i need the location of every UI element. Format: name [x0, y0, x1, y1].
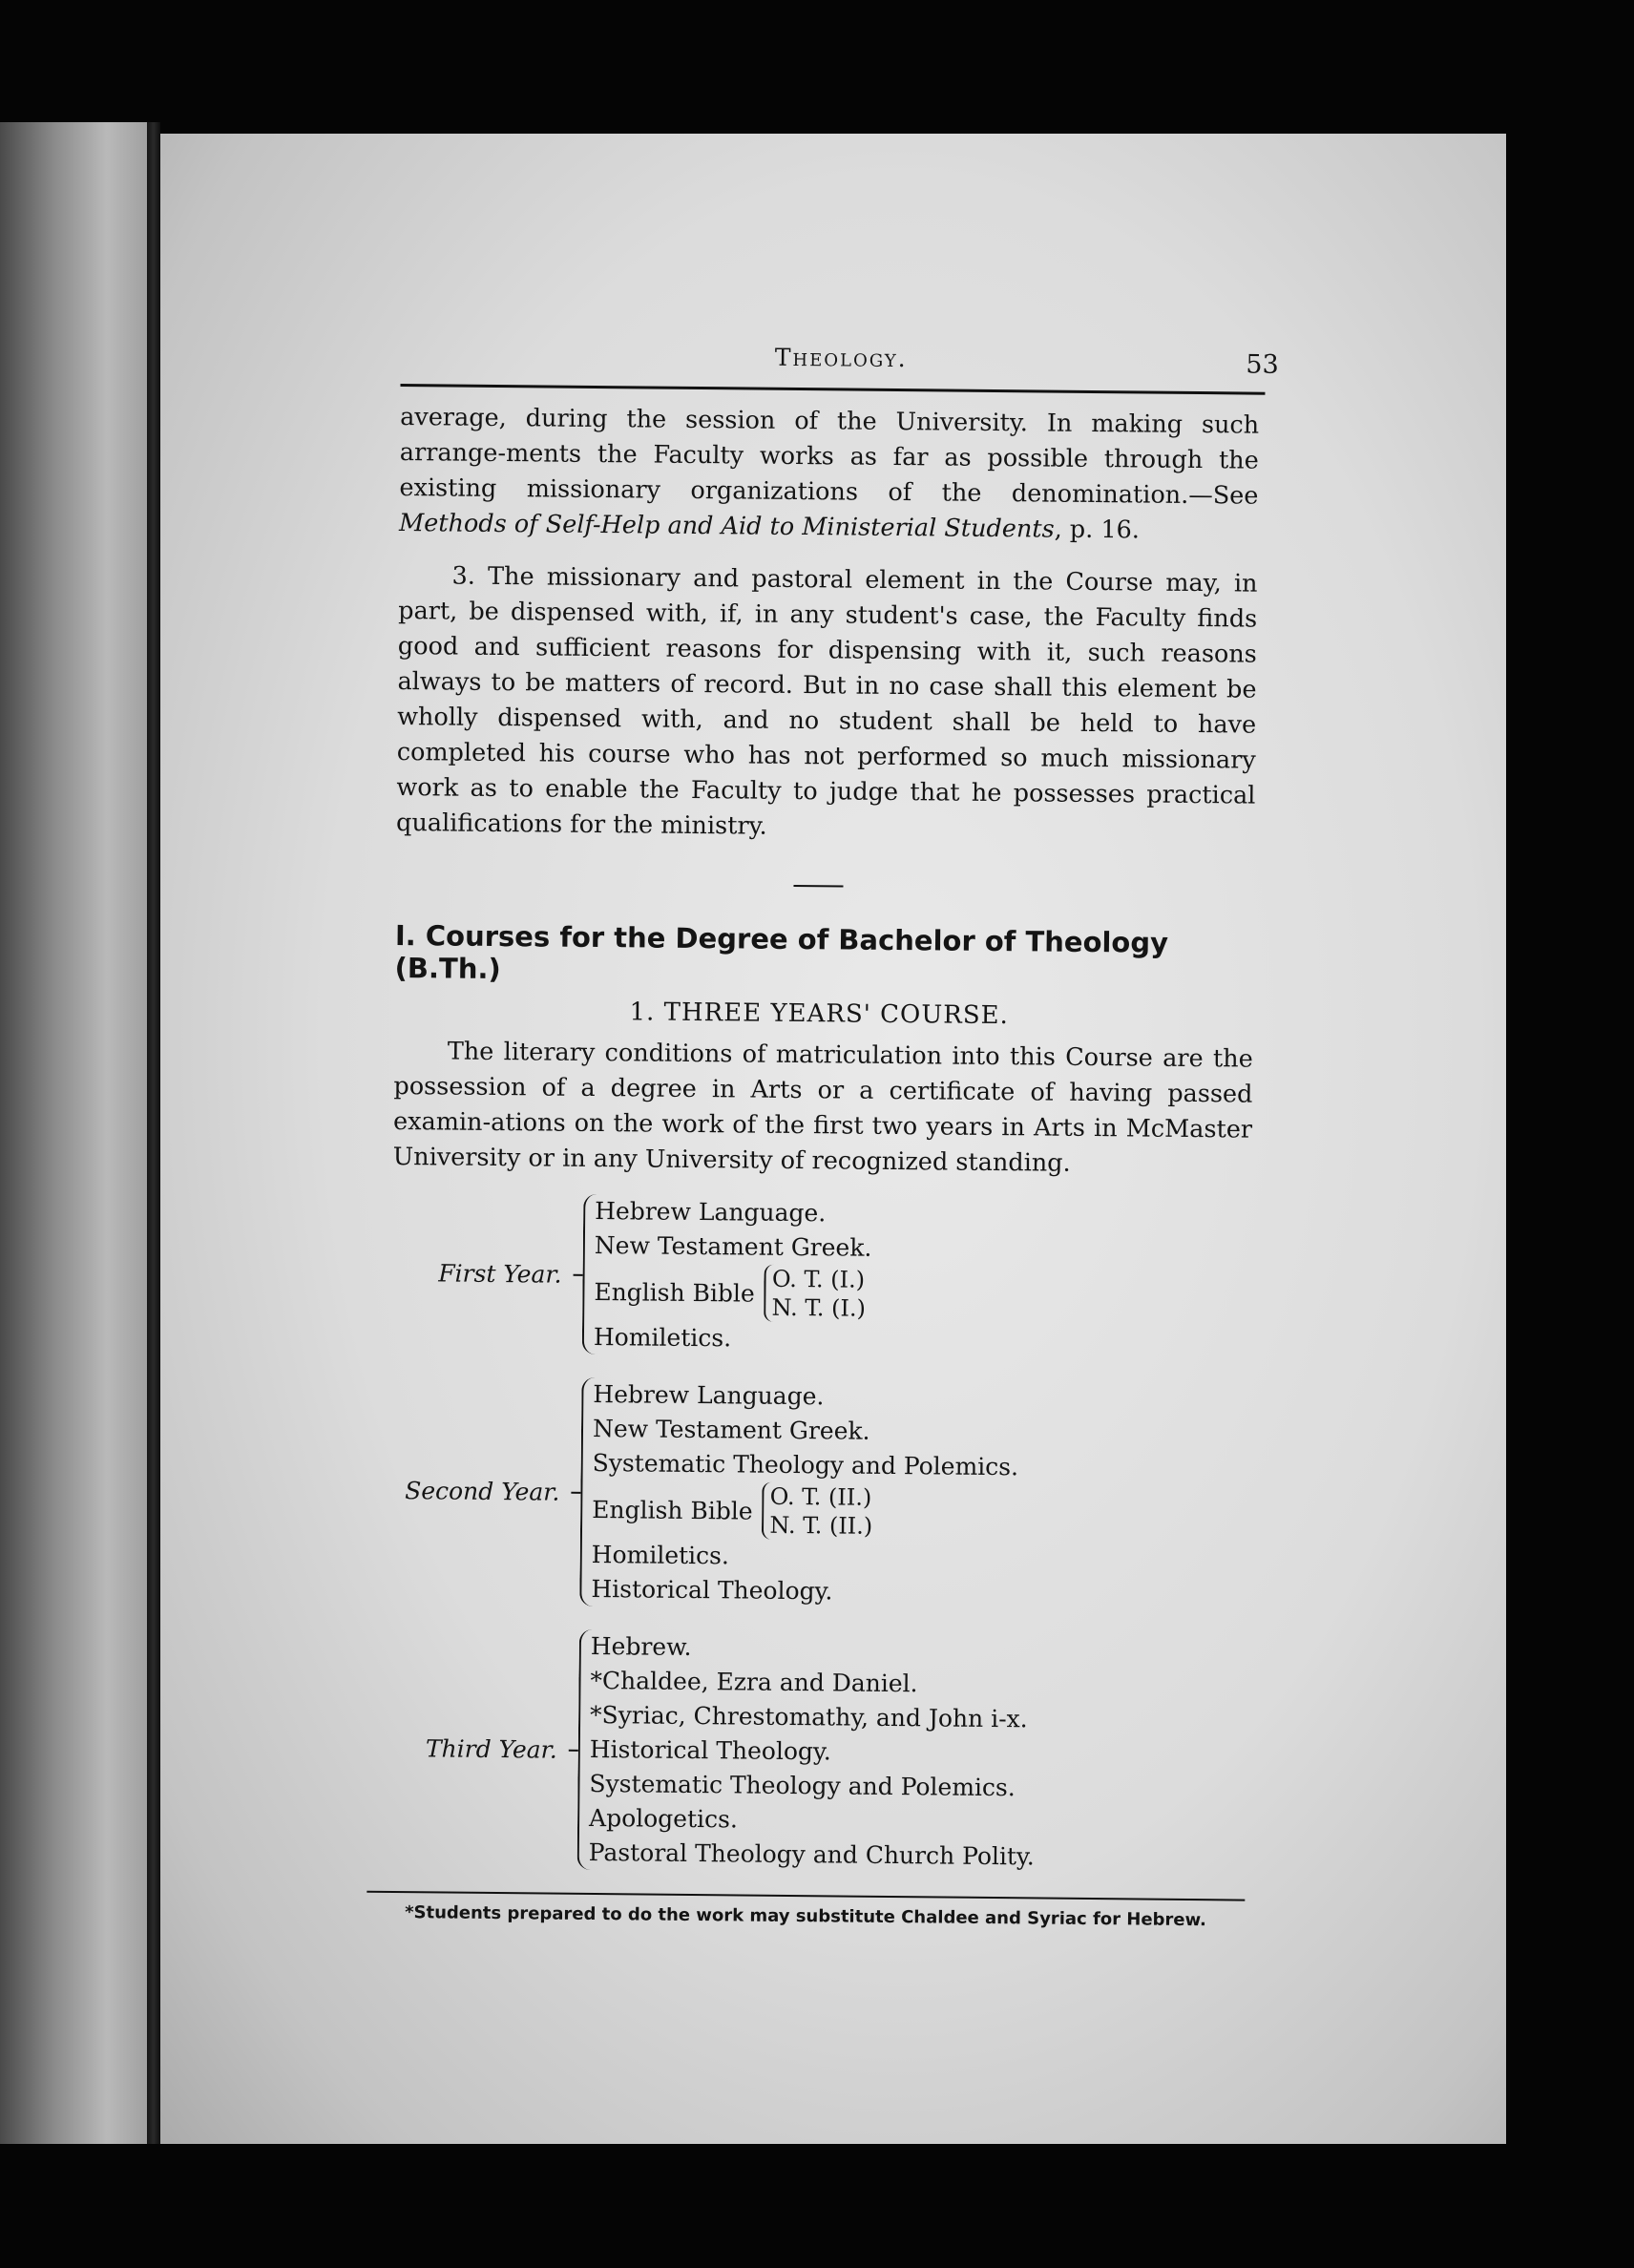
- year-label: Second Year.: [405, 1476, 560, 1506]
- page-number: 53: [1246, 349, 1279, 380]
- testament-part: N. T. (I.): [771, 1293, 867, 1322]
- subject-item: *Chaldee, Ezra and Daniel.: [590, 1666, 918, 1698]
- brace-notch: [571, 1492, 580, 1494]
- sub-brace: [764, 1265, 866, 1323]
- section-divider: [793, 885, 843, 887]
- running-title: Theology.: [774, 343, 908, 373]
- year-brace: [582, 1194, 872, 1357]
- paragraph-pastoral-element: 3. The missionary and pastoral element in the Course may, in part, be dispensed with, if, in any student's case, the Faculty finds good and sufficient reasons for dispensing with it, such reasons always to be matters of record. But in no case shall this element be wholly dispensed with, and no student shall be held to have completed his course who has not performed so much missionary work as to enable the Faculty to judge that he possesses practical qualifications for the ministry.: [395, 561, 1258, 841]
- footnote-rule: [367, 1891, 1245, 1901]
- year-block-first: [391, 1192, 1271, 1361]
- subject-item: Hebrew Language.: [593, 1379, 825, 1411]
- subject-item: Hebrew.: [590, 1631, 692, 1661]
- footnote: *Students prepared to do the work may substitute Chaldee and Syriac for Hebrew.: [405, 1902, 1206, 1931]
- matriculation-conditions: The literary conditions of matriculation into this Course are the possession of a degree in Arts or a certificate of having passed examin-ations on the work of the first two years in Arts in McMaster University or in any University of recognized standing.: [392, 1037, 1253, 1178]
- left-page-edge: [0, 122, 153, 2144]
- testament-part: N. T. (II.): [769, 1511, 873, 1540]
- subject-item: New Testament Greek.: [592, 1414, 870, 1445]
- subject-item: English Bible: [594, 1277, 755, 1308]
- section-title: I. Courses for the Degree of Bachelor of Theology (B.Th.): [394, 918, 1169, 986]
- subject-item: English Bible: [592, 1495, 753, 1525]
- sub-brace: [762, 1482, 872, 1541]
- subject-english-bible: [594, 1263, 871, 1323]
- paragraph-1-text: average, during the session of the University. In making such arrange-ments the Faculty works as far as possible through the existing missionary organizations of the denomination.—See: [399, 402, 1260, 511]
- brace-notch: [569, 1750, 578, 1752]
- year-block-second: [388, 1376, 1268, 1613]
- year-block-third: [387, 1628, 1267, 1877]
- brace-notch: [574, 1274, 583, 1276]
- course-title: 1. THREE YEARS' COURSE.: [629, 998, 1010, 1031]
- subject-item: Homiletics.: [593, 1322, 732, 1353]
- book-spine: [147, 122, 160, 2144]
- subject-item: Apologetics.: [588, 1803, 739, 1834]
- paragraph-missionary-arrangements: [399, 400, 1259, 550]
- subject-item: New Testament Greek.: [594, 1230, 872, 1262]
- course-schedule: [387, 1192, 1271, 1877]
- subject-item: Historical Theology.: [591, 1574, 833, 1606]
- year-brace: [579, 1377, 1019, 1610]
- subject-item: Historical Theology.: [589, 1734, 831, 1766]
- running-head: [401, 336, 1279, 392]
- year-label: First Year.: [438, 1258, 562, 1289]
- subject-item: Systematic Theology and Polemics.: [589, 1769, 1016, 1802]
- subject-item: Pastoral Theology and Church Polity.: [588, 1838, 1035, 1871]
- subject-item: Systematic Theology and Polemics.: [592, 1448, 1019, 1481]
- subject-item: Homiletics.: [591, 1540, 730, 1570]
- paragraph-1-page-ref: , p. 16.: [1054, 514, 1141, 545]
- methods-of-self-help-reference: Methods of Self-Help and Aid to Ministerial Students: [398, 508, 1055, 544]
- subject-english-bible: [592, 1480, 1018, 1542]
- subject-item: Hebrew Language.: [595, 1196, 827, 1228]
- page-content: [386, 336, 1279, 1931]
- subject-item: *Syriac, Chrestomathy, and John i-x.: [590, 1700, 1028, 1733]
- year-label: Third Year.: [425, 1733, 557, 1764]
- testament-part: O. T. (II.): [769, 1482, 872, 1511]
- testament-part: O. T. (I.): [771, 1265, 866, 1293]
- year-brace: [577, 1629, 1037, 1875]
